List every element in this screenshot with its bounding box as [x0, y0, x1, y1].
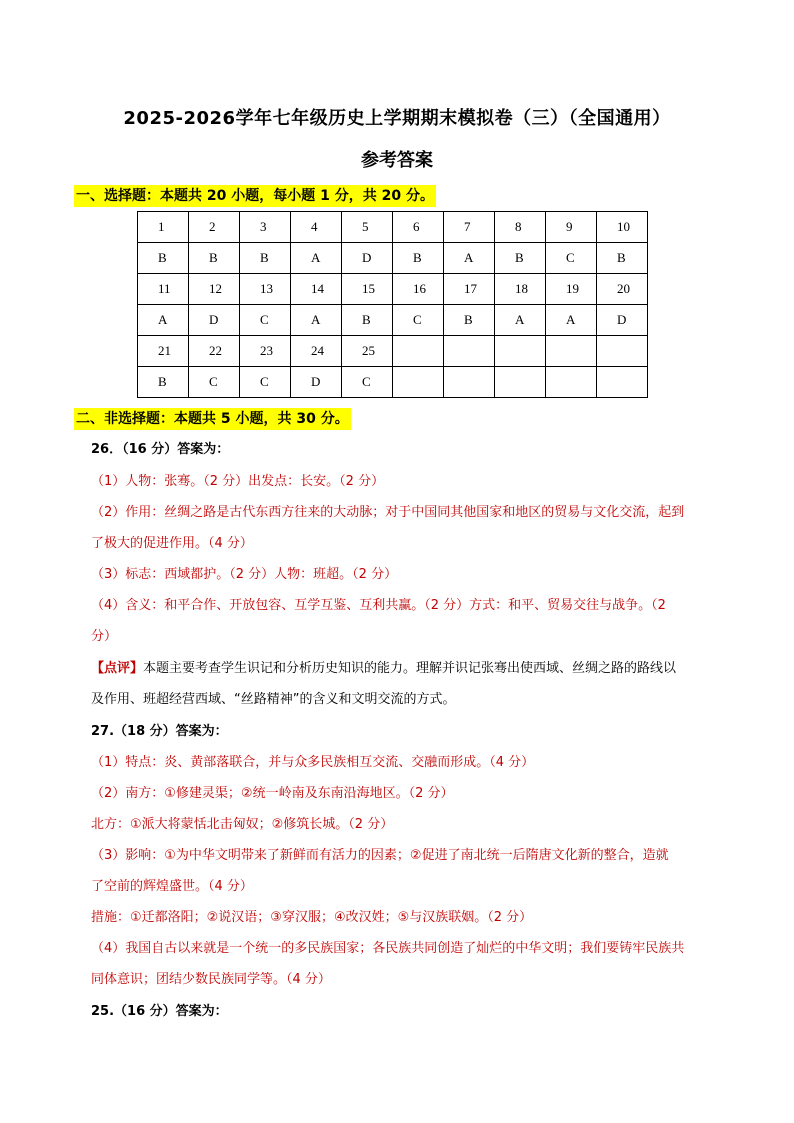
q27-answer-4-line2: 同体意识；团结少数民族同学等。（4 分） [91, 972, 331, 987]
question-number-cell: 7 [444, 212, 495, 243]
question-number-cell [546, 336, 597, 367]
q26-comment-line2: 及作用、班超经营西域、“丝路精神”的含义和文明交流的方式。 [91, 692, 456, 707]
answer-cell: C [189, 367, 240, 398]
q26-answer-4-line2: 分） [91, 629, 118, 644]
question-number-cell: 6 [393, 212, 444, 243]
q26-answer-2-line2: 了极大的促进作用。（4 分） [91, 536, 253, 551]
question-number-cell: 24 [291, 336, 342, 367]
answer-cell [444, 367, 495, 398]
question-number-cell: 20 [597, 274, 648, 305]
question-number-cell: 1 [138, 212, 189, 243]
question-number-cell: 19 [546, 274, 597, 305]
answer-cell [597, 367, 648, 398]
question-number-cell: 12 [189, 274, 240, 305]
question-number-cell: 2 [189, 212, 240, 243]
answer-cell: A [495, 305, 546, 336]
answer-table-row [138, 243, 648, 274]
answer-cell [495, 367, 546, 398]
question-number-cell [393, 336, 444, 367]
q26-answer-3: （3）标志：西域都护。（2 分）人物：班超。（2 分） [91, 567, 398, 582]
question-number-cell: 8 [495, 212, 546, 243]
q25-header: 25.（16 分）答案为： [91, 1004, 228, 1019]
answer-cell: B [189, 243, 240, 274]
page-subtitle: 参考答案 [361, 150, 433, 171]
comment-label: 【点评】 [91, 661, 144, 676]
answer-cell [546, 367, 597, 398]
q26-comment-line1 [91, 660, 676, 678]
q27-answer-2-north: 北方：①派大将蒙恬北击匈奴；②修筑长城。（2 分） [91, 817, 394, 832]
question-number-cell: 21 [138, 336, 189, 367]
answer-cell: A [291, 305, 342, 336]
question-number-cell [444, 336, 495, 367]
answer-cell: B [495, 243, 546, 274]
question-number-cell: 15 [342, 274, 393, 305]
answer-cell: B [138, 243, 189, 274]
q26-answer-2-line1: （2）作用：丝绸之路是古代东西方往来的大动脉；对于中国同其他国家和地区的贸易与文化交流，起到 [91, 505, 685, 520]
answer-cell: C [342, 367, 393, 398]
answer-cell: B [240, 243, 291, 274]
answer-cell: D [189, 305, 240, 336]
question-number-cell: 13 [240, 274, 291, 305]
q27-answer-3-line1: （3）影响：①为中华文明带来了新鲜而有活力的因素；②促进了南北统一后隋唐文化新的整合，造就 [91, 848, 669, 863]
question-number-cell: 25 [342, 336, 393, 367]
q27-answer-1: （1）特点：炎、黄部落联合，并与众多民族相互交流、交融而形成。（4 分） [91, 755, 535, 770]
answer-cell: C [393, 305, 444, 336]
question-number-cell: 9 [546, 212, 597, 243]
page-title: 2025-2026学年七年级历史上学期期末模拟卷（三）（全国通用） [123, 108, 671, 129]
answer-table-row [138, 367, 648, 398]
question-number-cell: 4 [291, 212, 342, 243]
q27-answer-3-line2: 了空前的辉煌盛世。（4 分） [91, 879, 253, 894]
answer-cell: D [291, 367, 342, 398]
q26-answer-4-line1: （4）含义：和平合作、开放包容、互学互鉴、互利共赢。（2 分）方式：和平、贸易交往与战争。（2 [91, 598, 666, 613]
answer-cell: C [240, 367, 291, 398]
section-1-header: 一、选择题：本题共 20 小题，每小题 1 分，共 20 分。 [74, 185, 436, 207]
q27-answer-4-line1: （4）我国自古以来就是一个统一的多民族国家；各民族共同创造了灿烂的中华文明；我们要铸牢民族共 [91, 941, 685, 956]
question-number-cell [495, 336, 546, 367]
question-number-cell: 17 [444, 274, 495, 305]
question-number-cell: 14 [291, 274, 342, 305]
section-2-header: 二、非选择题：本题共 5 小题，共 30 分。 [74, 408, 351, 430]
answer-cell: B [393, 243, 444, 274]
answer-cell: C [240, 305, 291, 336]
question-number-cell [597, 336, 648, 367]
answer-cell: B [597, 243, 648, 274]
comment-text: 本题主要考查学生识记和分析历史知识的能力。理解并识记张骞出使西域、丝绸之路的路线以 [143, 661, 677, 676]
question-number-cell: 11 [138, 274, 189, 305]
answer-cell: D [342, 243, 393, 274]
answer-cell: D [597, 305, 648, 336]
question-number-cell: 3 [240, 212, 291, 243]
q26-header: 26．（16 分）答案为： [91, 442, 230, 457]
answer-table-row [138, 212, 648, 243]
answer-cell: B [138, 367, 189, 398]
q27-answer-2-south: （2）南方：①修建灵渠；②统一岭南及东南沿海地区。（2 分） [91, 786, 454, 801]
q27-answer-3-measures: 措施：①迁都洛阳；②说汉语；③穿汉服；④改汉姓；⑤与汉族联姻。（2 分） [91, 910, 533, 925]
answer-table-row [138, 305, 648, 336]
answer-table [137, 211, 648, 398]
question-number-cell: 23 [240, 336, 291, 367]
answer-cell: A [138, 305, 189, 336]
answer-cell [393, 367, 444, 398]
answer-cell: A [291, 243, 342, 274]
question-number-cell: 10 [597, 212, 648, 243]
q26-answer-1: （1）人物：张骞。（2 分）出发点：长安。（2 分） [91, 474, 385, 489]
q27-header: 27.（18 分）答案为： [91, 724, 228, 739]
question-number-cell: 16 [393, 274, 444, 305]
answer-table-row [138, 274, 648, 305]
question-number-cell: 18 [495, 274, 546, 305]
answer-cell: A [546, 305, 597, 336]
answer-cell: B [444, 305, 495, 336]
answer-cell: C [546, 243, 597, 274]
question-number-cell: 5 [342, 212, 393, 243]
answer-table-row [138, 336, 648, 367]
answer-cell: B [342, 305, 393, 336]
question-number-cell: 22 [189, 336, 240, 367]
answer-cell: A [444, 243, 495, 274]
